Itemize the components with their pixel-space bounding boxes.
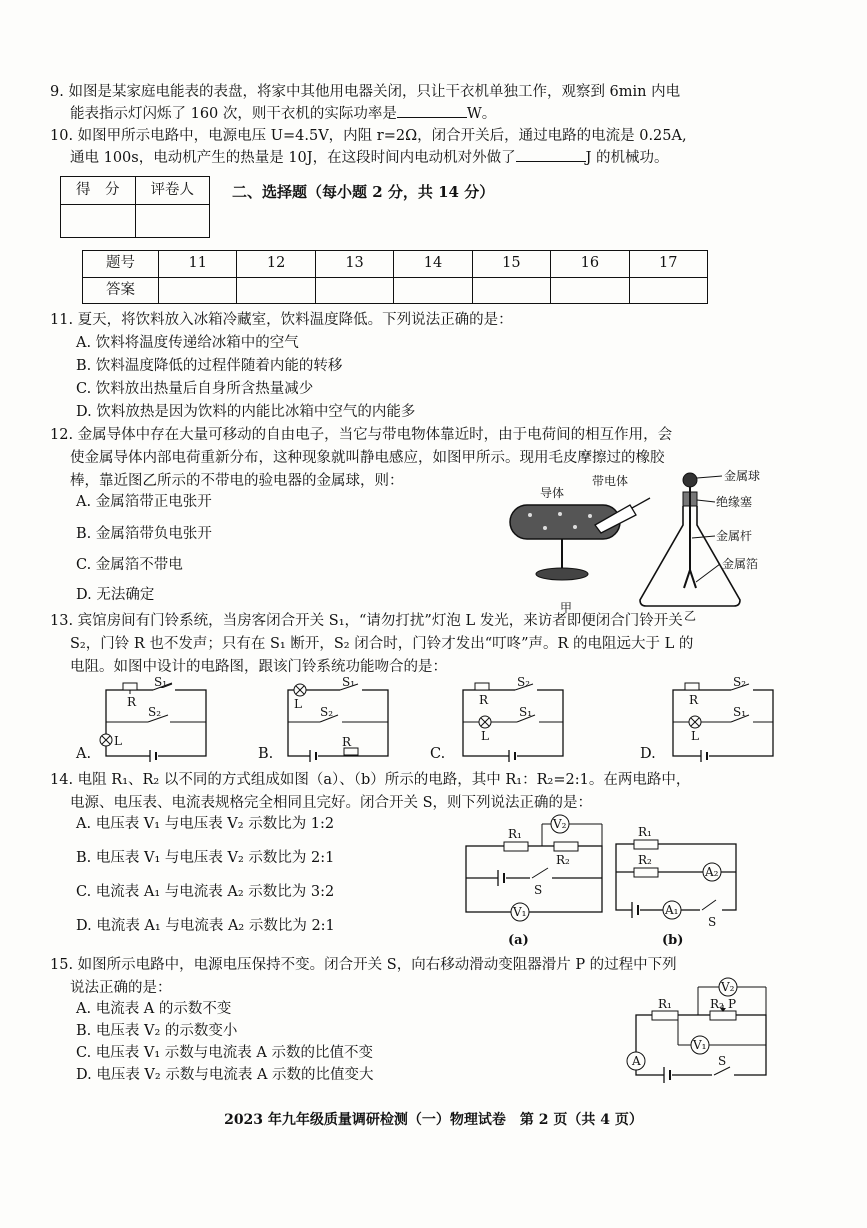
q13b-L-label: L bbox=[294, 697, 302, 711]
q11-option-c[interactable]: C. 饮料放出热量后自身所含热量减少 bbox=[76, 381, 314, 397]
q15-V1-label: V₁ bbox=[693, 1038, 707, 1052]
q13a-L-label: L bbox=[114, 734, 122, 748]
q13b-S1-label: S₁ bbox=[342, 675, 356, 689]
q13c-L-label: L bbox=[481, 729, 489, 743]
q14a-R1-label: R₁ bbox=[508, 827, 522, 841]
q11-option-b[interactable]: B. 饮料温度降低的过程伴随着内能的转移 bbox=[76, 358, 343, 374]
page-footer: 2023 年九年级质量调研检测（一）物理试卷 第 2 页（共 4 页） bbox=[224, 1112, 643, 1128]
q11-stem: 11. 夏天，将饮料放入冰箱冷藏室，饮料温度降低。下列说法正确的是： bbox=[50, 312, 513, 328]
q15-circuit bbox=[628, 975, 778, 1085]
q13a-S2-label: S₂ bbox=[148, 705, 162, 719]
answer-cell[interactable] bbox=[394, 278, 472, 304]
answer-table-number: 11 bbox=[159, 251, 237, 278]
q14b-A1-label: A₁ bbox=[665, 903, 679, 917]
answer-table-number: 13 bbox=[315, 251, 393, 278]
q14-option-a[interactable]: A. 电压表 V₁ 与电压表 V₂ 示数比为 1:2 bbox=[76, 816, 335, 832]
q9-stem-text: 能表指示灯闪烁了 160 次，则干衣机的实际功率是 bbox=[70, 106, 397, 122]
conductor-figure bbox=[510, 505, 620, 580]
q15-A-label: A bbox=[632, 1054, 641, 1068]
q12-stem-line2: 使金属导体内部电荷重新分布，这种现象就叫静电感应，如图甲所示。现用毛皮摩擦过的橡胶 bbox=[70, 450, 665, 466]
q15-option-b[interactable]: B. 电压表 V₂ 的示数变小 bbox=[76, 1023, 238, 1039]
q13b-S2-label: S₂ bbox=[320, 705, 334, 719]
q13d-S2-label: S₂ bbox=[733, 675, 747, 689]
q13-option-b[interactable]: B. bbox=[258, 746, 274, 762]
q15-option-a[interactable]: A. 电流表 A 的示数不变 bbox=[76, 1001, 232, 1017]
q13-circuit-a bbox=[98, 675, 213, 765]
q12-option-a[interactable]: A. 金属箔带正电张开 bbox=[76, 494, 212, 510]
q10-stem-text: 通电 100s，电动机产生的热量是 10J，在这段时间内电动机对外做了 bbox=[70, 150, 516, 166]
q13-option-c[interactable]: C. bbox=[430, 746, 446, 762]
q10-stem-line1: 10. 如图甲所示电路中，电源电压 U=4.5V，内阻 r=2Ω，闭合开关后，通过电路的电流是 0.25A, bbox=[50, 128, 687, 144]
q15-S-label: S bbox=[718, 1054, 727, 1068]
answer-table bbox=[82, 250, 708, 304]
q13-circuit-d bbox=[665, 675, 780, 765]
answer-cell[interactable] bbox=[315, 278, 393, 304]
answer-cell[interactable] bbox=[472, 278, 550, 304]
answer-cell[interactable] bbox=[159, 278, 237, 304]
q15-P-label: P bbox=[728, 997, 737, 1011]
grader-cell[interactable] bbox=[135, 205, 210, 238]
q14b-caption: (b) bbox=[662, 933, 684, 948]
q13b-R-label: R bbox=[342, 735, 352, 749]
answer-table-number: 16 bbox=[551, 251, 629, 278]
q14a-V2-label: V₂ bbox=[553, 817, 567, 831]
answer-cell[interactable] bbox=[629, 278, 707, 304]
q14b-S-label: S bbox=[708, 915, 717, 929]
q12-figure bbox=[500, 469, 800, 623]
q14b-R2-label: R₂ bbox=[638, 853, 652, 867]
q13-circuit-c bbox=[455, 675, 570, 765]
q10-answer-blank[interactable] bbox=[516, 148, 586, 162]
jia-label: 甲 bbox=[560, 601, 573, 615]
q13d-S1-label: S₁ bbox=[733, 705, 747, 719]
q14a-caption: (a) bbox=[508, 933, 529, 948]
q14-circuit-b bbox=[610, 822, 750, 952]
answer-table-number-header: 题号 bbox=[83, 251, 159, 278]
metal-rod-label: 金属杆 bbox=[716, 529, 753, 543]
q12-option-c[interactable]: C. 金属箔不带电 bbox=[76, 557, 183, 573]
q15-stem-line2: 说法正确的是： bbox=[70, 980, 172, 996]
q13d-R-label: R bbox=[689, 693, 699, 707]
q14-circuit-a bbox=[462, 812, 612, 952]
q14a-V1-label: V₁ bbox=[513, 905, 527, 919]
score-cell[interactable] bbox=[61, 205, 136, 238]
q11-option-d[interactable]: D. 饮料放热是因为饮料的内能比冰箱中空气的内能多 bbox=[76, 404, 416, 420]
q14b-A2-label: A₂ bbox=[705, 865, 719, 879]
answer-cell[interactable] bbox=[551, 278, 629, 304]
answer-table-number: 17 bbox=[629, 251, 707, 278]
q14a-S-label: S bbox=[534, 883, 543, 897]
q9-stem-line1: 9. 如图是某家庭电能表的表盘，将家中其他用电器关闭，只让干衣机单独工作，观察到 6min 内电 bbox=[50, 84, 681, 100]
score-header: 得 分 bbox=[61, 177, 136, 205]
q15-R1-label: R₁ bbox=[658, 997, 672, 1011]
conductor-label: 导体 bbox=[540, 486, 565, 500]
q13-stem-line2: S₂，门铃 R 也不发声；只有在 S₁ 断开，S₂ 闭合时，门铃才发出“叮咚”声。R 的电阻远大于 L 的 bbox=[70, 636, 694, 652]
answer-table-number: 15 bbox=[472, 251, 550, 278]
q10-stem-line2 bbox=[70, 148, 669, 169]
q15-option-c[interactable]: C. 电压表 V₁ 示数与电流表 A 示数的比值不变 bbox=[76, 1045, 373, 1061]
q13a-R-label: R bbox=[127, 695, 137, 709]
q14b-R1-label: R₁ bbox=[638, 825, 652, 839]
grader-header: 评卷人 bbox=[135, 177, 210, 205]
q14-option-d[interactable]: D. 电流表 A₁ 与电流表 A₂ 示数比为 2:1 bbox=[76, 918, 335, 934]
answer-table-number: 12 bbox=[237, 251, 315, 278]
q13c-S1-label: S₁ bbox=[519, 705, 533, 719]
answer-table-answer-header: 答案 bbox=[83, 278, 159, 304]
q9-unit: W。 bbox=[466, 106, 497, 122]
q12-option-b[interactable]: B. 金属箔带负电张开 bbox=[76, 526, 212, 542]
q13-option-a[interactable]: A. bbox=[76, 746, 92, 762]
q13-stem-line1: 13. 宾馆房间有门铃系统，当房客闭合开关 S₁，“请勿打扰”灯泡 L 发光，来访者即便闭合门铃开关 bbox=[50, 613, 683, 629]
q13-circuit-b bbox=[280, 675, 395, 765]
q13-option-d[interactable]: D. bbox=[640, 746, 656, 762]
charged-object-label: 带电体 bbox=[592, 474, 629, 488]
q12-option-d[interactable]: D. 无法确定 bbox=[76, 587, 155, 603]
q14-stem-line1: 14. 电阻 R₁、R₂ 以不同的方式组成如图（a）、（b）所示的电路，其中 R₁：R₂=2:1。在两电路中， bbox=[50, 772, 691, 788]
metal-foil-label: 金属箔 bbox=[722, 557, 759, 571]
answer-cell[interactable] bbox=[237, 278, 315, 304]
q13d-L-label: L bbox=[691, 729, 699, 743]
q9-stem-line2 bbox=[70, 104, 496, 125]
q15-V2-label: V₂ bbox=[721, 980, 735, 994]
q14-stem-line2: 电源、电压表、电流表规格完全相同且完好。闭合开关 S，则下列说法正确的是： bbox=[70, 795, 593, 811]
section2-title: 二、选择题（每小题 2 分，共 14 分） bbox=[232, 183, 495, 201]
q13-stem-line3: 电阻。如图中设计的电路图，跟该门铃系统功能吻合的是： bbox=[70, 659, 447, 675]
q15-R2-label: R₂ bbox=[710, 997, 724, 1011]
score-table bbox=[60, 176, 210, 238]
q13c-S2-label: S₂ bbox=[517, 675, 531, 689]
q15-stem-line1: 15. 如图所示电路中，电源电压保持不变。闭合开关 S，向右移动滑动变阻器滑片 P 的过程中下列 bbox=[50, 957, 677, 973]
yi-label: 乙 bbox=[684, 609, 697, 623]
metal-ball-label: 金属球 bbox=[724, 469, 761, 483]
q14-option-c[interactable]: C. 电流表 A₁ 与电流表 A₂ 示数比为 3:2 bbox=[76, 884, 335, 900]
q9-answer-blank[interactable] bbox=[397, 104, 467, 118]
q12-stem-line1: 12. 金属导体中存在大量可移动的自由电子，当它与带电物体靠近时，由于电荷间的相互作用，会 bbox=[50, 427, 673, 443]
q11-option-a[interactable]: A. 饮料将温度传递给冰箱中的空气 bbox=[76, 335, 299, 351]
q13a-S1-label: S₁ bbox=[154, 675, 168, 689]
answer-table-number: 14 bbox=[394, 251, 472, 278]
insulating-plug-label: 绝缘塞 bbox=[716, 495, 753, 509]
q10-unit: J 的机械功。 bbox=[585, 150, 669, 166]
q13c-R-label: R bbox=[479, 693, 489, 707]
q14-option-b[interactable]: B. 电压表 V₁ 与电压表 V₂ 示数比为 2:1 bbox=[76, 850, 335, 866]
q14a-R2-label: R₂ bbox=[556, 853, 570, 867]
q15-option-d[interactable]: D. 电压表 V₂ 示数与电流表 A 示数的比值变大 bbox=[76, 1067, 374, 1083]
q12-stem-line3: 棒，靠近图乙所示的不带电的验电器的金属球，则： bbox=[70, 473, 404, 489]
